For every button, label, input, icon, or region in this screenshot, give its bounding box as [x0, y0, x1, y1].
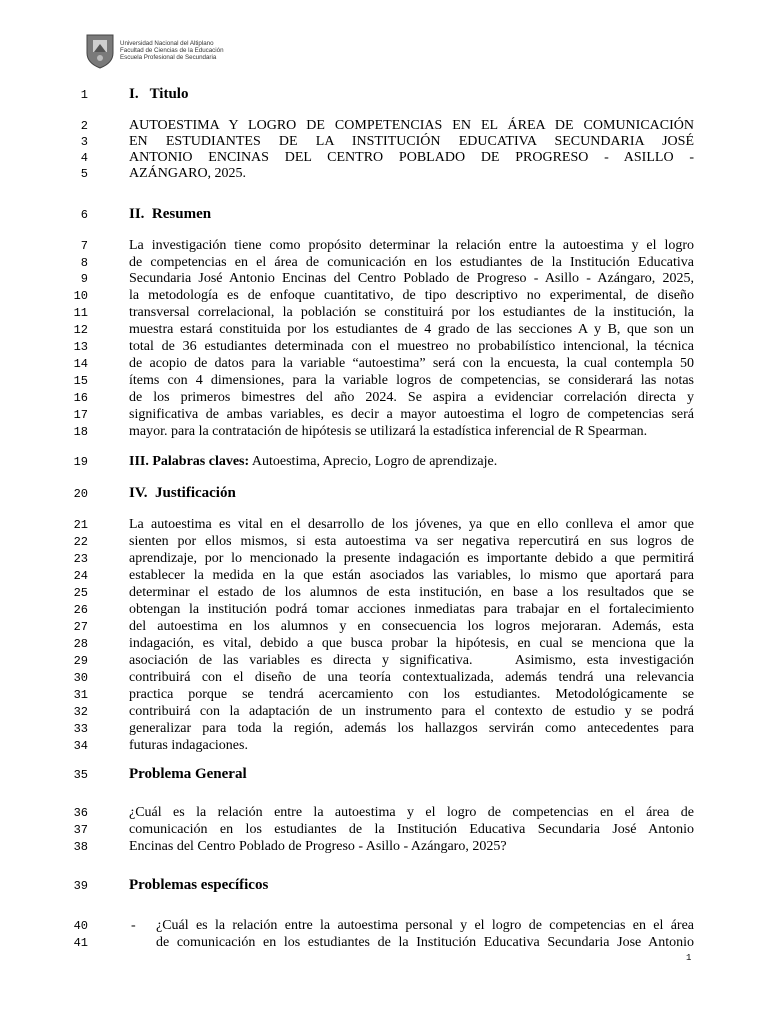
justificacion-line: La autoestima es vital en el desarrollo de los jóvenes, ya que en ello conlleva el amor que	[129, 517, 694, 532]
line-number: 17	[73, 408, 88, 422]
justificacion-line: generalizar para toda la región, además los hallazgos servirán como antecedentes para	[129, 721, 694, 736]
resumen-line: mayor. para la contratación de hipótesis se utilizará la estadística inferencial de R Spearman.	[129, 424, 648, 439]
header-line-2: Facultad de Ciencias de la Educación	[120, 46, 224, 54]
keywords-line	[129, 454, 694, 470]
line-number: 7	[80, 239, 88, 253]
line-number: 34	[73, 739, 88, 753]
resumen-line: muestra estará constituida por los estudiantes de 4 grado de las secciones A y B, que son un	[129, 322, 694, 337]
line-number: 37	[73, 823, 88, 837]
line-number: 33	[73, 722, 88, 736]
resumen-line: significativa de ambas variables, es decir a mayor autoestima el logro de competencias será	[129, 407, 694, 422]
problema-general-line: ¿Cuál es la relación entre la autoestima y el logro de competencias en el área de	[129, 805, 694, 820]
section-heading-problemas-especificos: Problemas específicos	[129, 877, 269, 893]
line-number: 2	[80, 119, 88, 133]
resumen-line: de acopio de datos para la variable “autoestima” será con la encuesta, la cual contempla 50	[129, 356, 694, 371]
line-number: 31	[73, 688, 88, 702]
page-number: 1	[686, 953, 692, 963]
section-heading-resumen: II. Resumen	[129, 206, 212, 222]
line-number: 28	[73, 637, 88, 651]
justificacion-line: obtengan la institución podrá tomar acciones inmediatas para trabajar en el fortalecimiento	[129, 602, 694, 617]
justificacion-line: establecer la medida en la que están asociados las variables, lo mismo que aportará para	[129, 568, 694, 583]
line-number: 11	[73, 306, 88, 320]
line-number: 4	[80, 151, 88, 165]
title-line: AUTOESTIMA Y LOGRO DE COMPETENCIAS EN EL ÁREA DE COMUNICACIÓN	[129, 118, 694, 133]
resumen-line: la metodología es de enfoque cuantitativo, de tipo descriptivo no experimental, de diseño	[129, 288, 694, 303]
line-number: 14	[73, 357, 88, 371]
justificacion-line: indagación, es vital, debido a que busca probar la hipótesis, en cual se menciona que la	[129, 636, 694, 651]
line-number: 1	[80, 88, 88, 102]
bullet-marker: -	[131, 918, 136, 933]
line-number: 18	[73, 425, 88, 439]
line-number: 27	[73, 620, 88, 634]
line-number: 9	[80, 272, 88, 286]
line-number: 35	[73, 768, 88, 782]
resumen-line: total de 36 estudiantes determinada con el muestreo no probabilístico intencional, la técnica	[129, 339, 694, 354]
justificacion-line: del autoestima en los alumnos y en consecuencia los logros mejoraran. Además, esta	[129, 619, 694, 634]
line-number: 22	[73, 535, 88, 549]
line-number: 41	[73, 936, 88, 950]
resumen-line: transversal correlacional, la población se constituirá por los estudiantes de la institución, la	[129, 305, 694, 320]
resumen-line: Secundaria José Antonio Encinas del Centro Poblado de Progreso - Asillo - Azángaro, 2025,	[129, 271, 694, 286]
especifico-line: ¿Cuál es la relación entre la autoestima personal y el logro de competencias en el área	[156, 918, 694, 933]
resumen-line: de competencias en el área de comunicación en los estudiantes de la Institución Educativa	[129, 255, 694, 270]
line-number: 21	[73, 518, 88, 532]
section-heading-titulo: I. Titulo	[129, 86, 189, 102]
line-number: 24	[73, 569, 88, 583]
line-number: 20	[73, 487, 88, 501]
justificacion-line: sienten por ellos mismos, si esta autoestima va ser negativa repercutirá en sus logros de	[129, 534, 694, 549]
keywords-label: III. Palabras claves:	[129, 454, 250, 469]
line-number: 8	[80, 256, 88, 270]
resumen-line: La investigación tiene como propósito determinar la relación entre la autoestima y el logro	[129, 238, 694, 253]
line-number: 40	[73, 919, 88, 933]
resumen-line: de los primeros bimestres del año 2024. Se aspira a evidenciar correlación directa y	[129, 390, 694, 405]
line-number: 25	[73, 586, 88, 600]
line-number: 39	[73, 879, 88, 893]
line-number: 32	[73, 705, 88, 719]
header-line-3: Escuela Profesional de Secundaria	[120, 53, 217, 61]
line-number: 13	[73, 340, 88, 354]
line-number: 30	[73, 671, 88, 685]
justificacion-line: practica porque se tendrá acercamiento con los estudiantes. Metodológicamente se	[129, 687, 694, 702]
justificacion-line: contribuirá con el diseño de una teoría contextualizada, además tendrá una relevancia	[129, 670, 694, 685]
title-line: ANTONIO ENCINAS DEL CENTRO POBLADO DE PROGRESO - ASILLO -	[129, 150, 694, 165]
section-heading-justificacion: IV. Justificación	[129, 485, 236, 501]
header-line-1: Universidad Nacional del Altiplano	[120, 39, 214, 47]
line-number: 38	[73, 840, 88, 854]
line-number: 16	[73, 391, 88, 405]
line-number: 6	[80, 208, 88, 222]
justificacion-line: futuras indagaciones.	[129, 738, 248, 753]
line-number: 36	[73, 806, 88, 820]
title-line: AZÁNGARO, 2025.	[129, 166, 247, 181]
line-number: 3	[80, 135, 88, 149]
justificacion-line: aprendizaje, por lo mencionado la presente indagación es importante debido a que permitirá	[129, 551, 694, 566]
line-number: 29	[73, 654, 88, 668]
problema-general-line: Encinas del Centro Poblado de Progreso - Asillo - Azángaro, 2025?	[129, 839, 507, 854]
line-number: 10	[73, 289, 88, 303]
section-heading-problema-general: Problema General	[129, 766, 247, 782]
especifico-line: de comunicación en los estudiantes de la Institución Educativa Secundaria Jose Antonio	[156, 935, 694, 950]
line-number: 19	[73, 455, 88, 469]
justificacion-line: determinar el estado de los alumnos de esta institución, en base a los resultados que se	[129, 585, 694, 600]
justificacion-line: contribuirá con la adaptación de un instrumento para el contexto de estudio y se podrá	[129, 704, 694, 719]
line-number: 23	[73, 552, 88, 566]
line-number: 5	[80, 167, 88, 181]
justificacion-line: asociación de las variables es directa y significativa. Asimismo, esta investigación	[129, 653, 694, 668]
title-line: EN ESTUDIANTES DE LA INSTITUCIÓN EDUCATIVA SECUNDARIA JOSÉ	[129, 134, 694, 149]
line-number: 26	[73, 603, 88, 617]
problema-general-line: comunicación en los estudiantes de la Institución Educativa Secundaria José Antonio	[129, 822, 694, 837]
line-number: 15	[73, 374, 88, 388]
line-number: 12	[73, 323, 88, 337]
resumen-line: ítems con 4 dimensiones, para la variable logros de competencias, se considerará las notas	[129, 373, 694, 388]
keywords-text: Autoestima, Aprecio, Logro de aprendizaje.	[249, 454, 498, 469]
